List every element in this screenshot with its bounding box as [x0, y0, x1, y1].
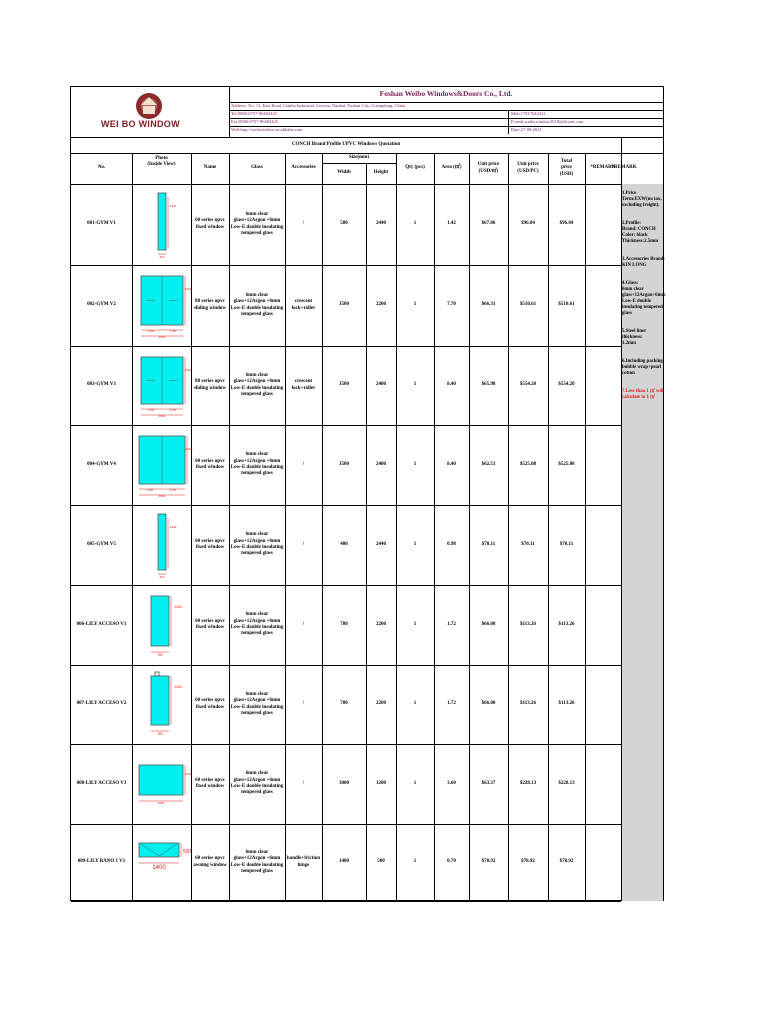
row-5-height: 2440: [376, 541, 386, 547]
row-4-qty: 1: [413, 461, 417, 467]
svg-text:2440: 2440: [169, 525, 177, 529]
row-5-acc: /: [302, 541, 305, 547]
svg-text:1750: 1750: [169, 488, 177, 492]
web-row: [229, 126, 663, 134]
row-2-acc: crescent lock+roller: [291, 299, 316, 311]
company-name: Foshan Weibo Windows&Doors Co., Ltd.: [229, 87, 663, 103]
header-no: No.: [97, 165, 106, 171]
remark-5: 5.Steel liner thickness: 1.2mm: [622, 329, 647, 346]
row-8-acc: /: [302, 780, 305, 786]
row-7-upm2: $66.00: [481, 701, 496, 707]
row-3-width: 3500: [339, 382, 349, 388]
window-drawing-1: [133, 187, 191, 262]
header-width: Width: [337, 170, 351, 176]
row-5-no: 005-GYM V5: [87, 541, 116, 547]
svg-text:500: 500: [182, 849, 192, 855]
row-4-total: $525.08: [558, 461, 575, 467]
window-drawing-4: [133, 428, 191, 502]
row-5-upm2: $70.11: [481, 541, 496, 547]
row-3-upm2: $65.98: [481, 382, 496, 388]
remark-1: 1.Price Term:EXW(no tax, excluding freight).: [622, 191, 662, 208]
header-photo: Photo (Inside View): [147, 156, 176, 168]
row-1-acc: /: [302, 221, 305, 227]
row-6-glass: 6mm clear glass+12Argon +6mm Low-E double insulating tempered glass: [230, 612, 284, 637]
header-remark: *REMARK: [590, 165, 616, 171]
row-5-area: 0.98: [447, 541, 456, 547]
row-9-no: 009-LILY BANO 1 V1: [77, 859, 126, 865]
window-drawing-7: [133, 668, 191, 741]
row-3-name: 88 series upvc sliding window: [193, 379, 227, 391]
row-7-width: 780: [340, 701, 348, 707]
row-1-total: $96.04: [559, 221, 574, 227]
row-1-width: 580: [340, 221, 348, 227]
row-7-glass: 6mm clear glass+12Argon +6mm Low-E double insulating tempered glass: [230, 691, 284, 716]
header-size: Size(mm): [348, 154, 370, 160]
row-7-qty: 1: [413, 701, 417, 707]
row-2-uppc: $510.61: [519, 302, 537, 308]
row-7-area: 1.72: [447, 701, 456, 707]
row-3-qty: 1: [413, 382, 417, 388]
row-2-width: 3500: [339, 302, 349, 308]
row-8-upm2: $63.37: [481, 780, 496, 786]
header-glass: Glass: [251, 165, 263, 171]
row-4-height: 2400: [376, 461, 386, 467]
header-qty: Qty (pcs): [405, 165, 425, 171]
fax: Fax:0086-0757-86402425: [231, 119, 278, 124]
svg-text:400: 400: [159, 255, 165, 259]
remark-3: 3.Accessories Brand: KIN LONG: [622, 257, 665, 268]
row-4-upm2: $62.51: [481, 461, 496, 467]
row-2-glass: 6mm clear glass+12Argon +6mm Low-E double insulating tempered glass: [230, 292, 284, 317]
row-1-uppc: $96.04: [521, 221, 535, 227]
svg-text:1750: 1750: [169, 329, 177, 333]
row-3-no: 003-GYM V3: [87, 382, 116, 388]
logo-emblem-icon: [129, 91, 169, 121]
row-6-uppc: $113.26: [520, 621, 536, 627]
row-1-name: 60 series upvc fixed window: [195, 218, 225, 230]
row-1-qty: 1: [413, 221, 417, 227]
logo-text: WEI BO WINDOW: [101, 119, 180, 129]
row-1-glass: 6mm clear glass+12Argon +6mm Low-E double insulating tempered glass: [230, 211, 284, 236]
header-unit-price-pc: Unit price (USD/PC): [517, 162, 539, 174]
header-height: Height: [373, 170, 389, 176]
row-4-width: 3500: [339, 461, 349, 467]
header-name: Name: [203, 165, 217, 171]
row-3-acc: crescent lock+roller: [291, 379, 316, 391]
row-9-acc: handle+friction hinge: [286, 856, 321, 868]
row-4-no: 004-GYM V4: [87, 461, 116, 467]
header-accessories: Accessories: [291, 165, 316, 171]
svg-text:3500: 3500: [158, 494, 166, 498]
row-7-acc: /: [302, 701, 305, 707]
row-8-width: 3000: [339, 780, 349, 786]
remark-6: 6.Including packing: bubble wrap+pearl cotton: [622, 359, 665, 376]
row-9-qty: 1: [413, 859, 417, 865]
window-drawing-6: [133, 588, 191, 662]
row-9-upm2: $78.92: [481, 859, 496, 865]
row-8-total: $228.13: [558, 780, 575, 786]
row-6-qty: 1: [413, 621, 417, 627]
row-2-total: $510.61: [558, 302, 575, 308]
svg-text:780: 780: [157, 653, 163, 657]
row-6-area: 1.72: [447, 621, 456, 627]
row-6-height: 2200: [376, 621, 386, 627]
svg-text:400: 400: [159, 575, 165, 579]
remark-4: 4.Glass: 6mm clear glass+12Argon+6mm Low-E double insulating tempered glass: [622, 281, 666, 316]
row-5-glass: 6mm clear glass+12Argon +6mm Low-E double insulating tempered glass: [230, 532, 284, 557]
row-2-upm2: $66.31: [481, 302, 496, 308]
svg-text:3500: 3500: [158, 335, 166, 339]
svg-text:2200: 2200: [184, 287, 192, 291]
window-drawing-9: [133, 827, 191, 898]
row-5-uppc: $70.11: [521, 541, 535, 547]
window-drawing-2: [133, 268, 191, 343]
row-8-no: 008-LILY ACCESO V3: [76, 780, 127, 786]
header: [71, 87, 663, 138]
row-7-total: $113.26: [558, 701, 575, 707]
row-3-uppc: $554.20: [519, 382, 537, 388]
row-2-no: 002-GYM V2: [87, 302, 116, 308]
row-3-height: 2400: [376, 382, 386, 388]
row-8-uppc: $228.13: [519, 780, 537, 786]
row-6-acc: /: [302, 621, 305, 627]
remark-7: 7.Less than 1 ㎡ will calculate to 1 ㎡: [622, 389, 664, 400]
row-3-area: 8.40: [447, 382, 456, 388]
row-2-qty: 1: [413, 302, 417, 308]
svg-text:1750: 1750: [147, 329, 155, 333]
date: Date:27-09-2021: [511, 127, 542, 132]
row-1-area: 1.42: [447, 221, 456, 227]
address: Address: No. 11, East Road, Lianhe Industrial, Lixecm, Nanhai, Foshan City, Guangdong, China: [231, 103, 406, 108]
svg-text:780: 780: [157, 732, 163, 736]
header-remark: *REMARK: [611, 165, 637, 171]
row-6-width: 780: [340, 621, 348, 627]
row-9-height: 500: [377, 859, 385, 865]
row-8-area: 3.60: [447, 780, 456, 786]
remarks: [622, 185, 665, 407]
row-8-qty: 1: [413, 780, 417, 786]
row-4-uppc: $525.08: [519, 461, 537, 467]
row-6-total: $113.26: [558, 621, 575, 627]
row-9-name: 60 series upvc awning window: [193, 856, 227, 868]
tel: Tel:0086-0757-86402425: [231, 111, 277, 116]
svg-text:1400: 1400: [152, 865, 166, 871]
row-6-name: 60 series upvc fixed window: [195, 618, 225, 630]
mob: Mob:17817644412: [511, 111, 546, 116]
row-5-name: 60 series upvc fixed window: [195, 538, 225, 550]
svg-text:1200: 1200: [184, 772, 192, 776]
row-9-area: 0.70: [447, 859, 456, 865]
row-1-no: 001-GYM V1: [87, 221, 116, 227]
row-divider: [71, 901, 621, 902]
row-4-acc: /: [302, 461, 305, 467]
row-4-name: 60 series upvc fixed window: [195, 458, 225, 470]
window-drawing-8: [133, 747, 191, 821]
svg-text:2200: 2200: [174, 685, 182, 689]
row-5-width: 400: [340, 541, 348, 547]
svg-text:2200: 2200: [174, 605, 182, 609]
row-7-uppc: $113.26: [520, 701, 536, 707]
svg-text:2400: 2400: [184, 368, 192, 372]
window-drawing-5: [133, 508, 191, 582]
row-2-name: 88 series upvc sliding window: [193, 299, 227, 311]
row-9-uppc: $78.92: [521, 859, 535, 865]
row-7-height: 2200: [376, 701, 386, 707]
row-1-height: 2440: [376, 221, 386, 227]
quotation-title: CONCH Brand Profile UPVC Windows Quotation: [291, 142, 401, 147]
col-divider: [621, 153, 622, 901]
row-2-area: 7.70: [447, 302, 456, 308]
svg-text:2400: 2400: [185, 447, 193, 451]
header-area: Area (㎡): [441, 165, 462, 171]
window-drawing-3: [133, 349, 191, 422]
svg-text:1750: 1750: [146, 488, 154, 492]
row-1-upm2: $67.86: [481, 221, 496, 227]
svg-text:2440: 2440: [169, 204, 177, 208]
row-8-name: 60 series upvc fixed window: [195, 777, 225, 789]
row-8-height: 1200: [376, 780, 386, 786]
row-9-width: 1400: [339, 859, 349, 865]
row-7-no: 007-LILY ACCESO V2: [76, 701, 127, 707]
row-8-glass: 6mm clear glass+12Argon +6mm Low-E double insulating tempered glass: [230, 771, 284, 796]
row-6-upm2: $66.00: [481, 621, 496, 627]
row-2-height: 2200: [376, 302, 386, 308]
company-logo: [71, 87, 230, 137]
row-7-name: 60 series upvc fixed window: [195, 698, 225, 710]
svg-text:1750: 1750: [169, 408, 177, 412]
row-5-qty: 1: [413, 541, 417, 547]
row-3-glass: 6mm clear glass+12Argon +6mm Low-E double insulating tempered glass: [230, 372, 284, 397]
row-9-total: $78.92: [559, 859, 574, 865]
email: E-mail:weibowindow2018@aliyun.com: [511, 119, 584, 124]
svg-text:3500: 3500: [158, 414, 166, 418]
row-9-glass: 6mm clear glass+12Argon +6mm Low-E double insulating tempered glass: [230, 849, 284, 874]
row-5-total: $70.11: [559, 541, 574, 547]
row-4-glass: 6mm clear glass+12Argon +6mm Low-E double insulating tempered glass: [230, 452, 284, 477]
row-3-total: $554.20: [558, 382, 575, 388]
quotation-sheet: [70, 86, 664, 901]
row-6-no: 006-LILY ACCESO V1: [76, 621, 127, 627]
web: Web:http://weibwindow.en.alibaba.com: [231, 127, 303, 132]
header-unit-price-m2: Unit price (USD/㎡): [477, 162, 500, 174]
svg-text:3000: 3000: [157, 801, 165, 805]
remark-2: 2.Profile: Brand: CONCH Color: black Thickness:2.5mm: [622, 221, 659, 244]
header-total: Total price (USD): [559, 158, 574, 177]
row-4-area: 8.40: [447, 461, 456, 467]
svg-text:1750: 1750: [147, 408, 155, 412]
